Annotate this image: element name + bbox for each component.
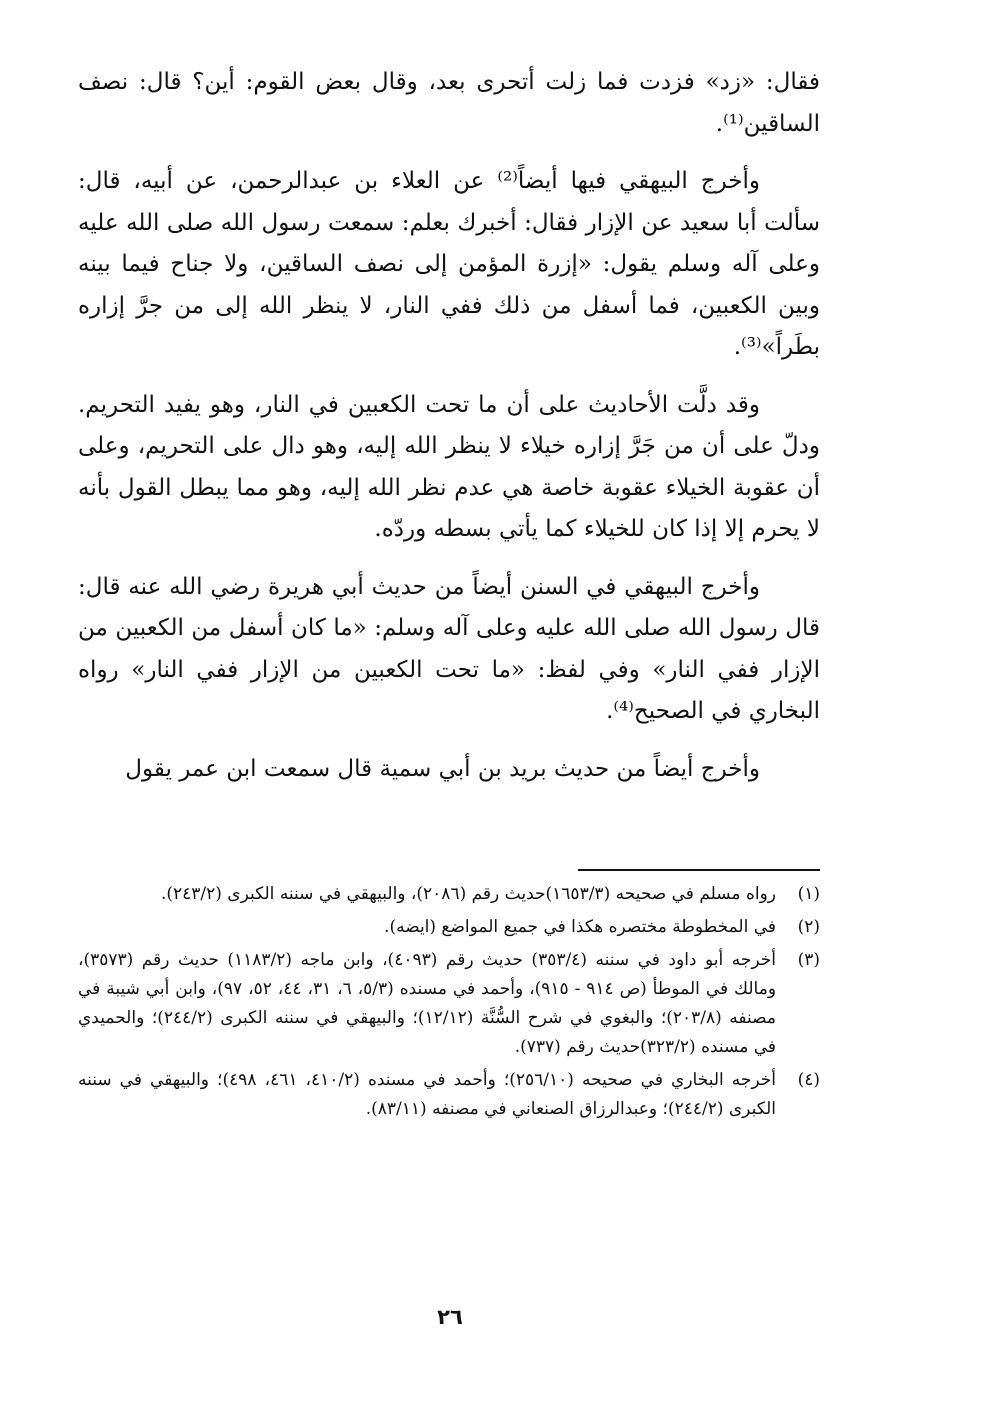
footnote: [78, 1066, 820, 1124]
paragraph: وأخرج أيضاً من حديث بريد بن أبي سمية قال سمعت ابن عمر يقول: [125, 755, 760, 782]
paragraph: فقال: «زد» فزدت فما زلت أتحرى بعد، وقال بعض القوم: أين؟ قال: نصف الساقين⁽¹⁾.: [78, 69, 820, 137]
footnote-number: (٤): [797, 1070, 820, 1090]
main-text: [78, 62, 820, 806]
footnote: [78, 913, 820, 942]
paragraph: وقد دلَّت الأحاديث على أن ما تحت الكعبين في النار، وهو يفيد التحريم. ودلّ على أن من جَرَّ إزاره خيلاء لا ينظر الله إليه، وهو دال على التحريم، وعلى أن عقوبة الخيلاء عقوبة خاصة هي عدم نظر الله إليه، وهو مما يبطل القول بأنه لا يحرم إلا إذا كان للخيلاء كما يأتي بسطه وردّه.: [78, 391, 820, 542]
page-number: ٢٦: [437, 1305, 463, 1329]
footnote-number: (٣): [797, 950, 820, 970]
footnote-text: في المخطوطة مختصره هكذا في جميع المواضع (ايضه).: [384, 917, 776, 937]
footnote: [78, 880, 820, 909]
paragraph: وأخرج البيهقي فيها أيضاً⁽²⁾ عن العلاء بن عبدالرحمن، عن أبيه، قال: سألت أبا سعيد عن الإزار فقال: أخبرك بعلم: سمعت رسول الله صلى الله عليه وعلى آله وسلم يقول: «إزرة المؤمن إلى نصف الساقين، ولا جناح فيما بينه وبين الكعبين، فما أسفل من ذلك ففي النار، لا ينظر الله إلى من جرَّ إزاره بطَراً»⁽³⁾.: [78, 168, 820, 360]
paragraph: وأخرج البيهقي في السنن أيضاً من حديث أبي هريرة رضي الله عنه قال: قال رسول الله صلى الله عليه وعلى آله وسلم: «ما كان أسفل من الكعبين من الإزار ففي النار» وفي لفظ: «ما تحت الكعبين من الإزار ففي النار» رواه البخاري في الصحيح⁽⁴⁾.: [78, 573, 820, 724]
footnote-separator: [578, 869, 820, 871]
footnote-number: (١): [797, 884, 820, 904]
footnote-text: أخرجه أبو داود في سننه (٣٥٣/٤) حديث رقم (٤٠٩٣)، وابن ماجه (١١٨٣/٢) حديث رقم (٣٥٧٣)، ومالك في الموطأ (ص ٩١٤ - ٩١٥)، وأحمد في مسنده (٥/٣، ٦، ٣١، ٤٤، ٥٢، ٩٧)، وابن أبي شيبة في مصنفه (٢٠٣/٨)؛ والبغوي في شرح السُّنَّة (١٢/١٢)؛ والبيهقي في سننه الكبرى (٢٤٤/٢)؛ والحميدي في مسنده (٣٢٣/٢)حديث رقم (٧٣٧).: [78, 950, 777, 1057]
footnote-number: (٢): [797, 917, 820, 937]
footnote-text: أخرجه البخاري في صحيحه (٢٥٦/١٠)؛ وأحمد في مسنده (٤١٠/٢، ٤٦١، ٤٩٨)؛ والبيهقي في سننه الكبرى (٢٤٤/٢)؛ وعبدالرزاق الصنعاني في مصنفه (٨٣/١١).: [78, 1070, 777, 1119]
footnotes: [78, 880, 820, 1128]
footnote-text: رواه مسلم في صحيحه (١٦٥٣/٣)حديث رقم (٢٠٨٦)، والبيهقي في سننه الكبرى (٢٤٣/٢).: [160, 884, 776, 904]
footnote: [78, 946, 820, 1062]
